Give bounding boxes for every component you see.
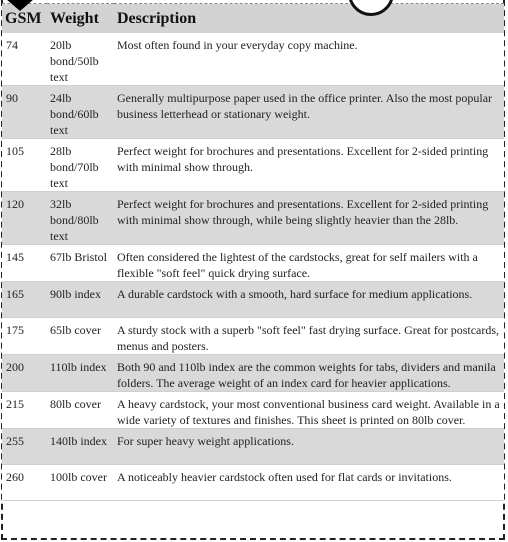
- gsm-cell: 175: [2, 318, 47, 355]
- table-row: [2, 429, 504, 465]
- gsm-cell: 255: [2, 429, 47, 465]
- table-header-row: [2, 4, 504, 34]
- table-row: [2, 33, 504, 86]
- table-row: [2, 318, 504, 355]
- table-row: [2, 282, 504, 318]
- weight-cell: 32lb bond/80lb text: [47, 192, 114, 245]
- description-cell: For super heavy weight applications.: [114, 429, 504, 465]
- gsm-cell: 200: [2, 355, 47, 392]
- weight-cell: 90lb index: [47, 282, 114, 318]
- gsm-cell: 74: [2, 33, 47, 86]
- paper-weight-table: [2, 3, 504, 501]
- weight-cell: 110lb index: [47, 355, 114, 392]
- weight-cell: 20lb bond/50lb text: [47, 33, 114, 86]
- table-row: [2, 139, 504, 192]
- gsm-cell: 90: [2, 86, 47, 139]
- triangle-marker-icon: [6, 0, 34, 11]
- weight-cell: 67lb Bristol: [47, 245, 114, 282]
- table-row: [2, 86, 504, 139]
- table-row: [2, 245, 504, 282]
- description-cell: Perfect weight for brochures and presentations. Excellent for 2-sided printing with minimal show through.: [114, 139, 504, 192]
- table-row: [2, 392, 504, 429]
- header-weight: Weight: [47, 4, 114, 34]
- table-row: [2, 465, 504, 501]
- description-cell: Generally multipurpose paper used in the office printer. Also the most popular business letterhead or stationary weight.: [114, 86, 504, 139]
- header-description: Description: [114, 4, 504, 34]
- weight-cell: 140lb index: [47, 429, 114, 465]
- table-row: [2, 192, 504, 245]
- description-cell: Most often found in your everyday copy machine.: [114, 33, 504, 86]
- weight-cell: 100lb cover: [47, 465, 114, 501]
- description-cell: A heavy cardstock, your most conventional business card weight. Available in a wide variety of textures and finishes. This sheet is printed on 80lb cover.: [114, 392, 504, 429]
- gsm-cell: 165: [2, 282, 47, 318]
- weight-cell: 65lb cover: [47, 318, 114, 355]
- description-cell: Both 90 and 110lb index are the common weights for tabs, dividers and manila folders. The average weight of an index card for heavier applications.: [114, 355, 504, 392]
- gsm-cell: 120: [2, 192, 47, 245]
- description-cell: Often considered the lightest of the cardstocks, great for self mailers with a flexible "soft feel" quick drying surface.: [114, 245, 504, 282]
- description-cell: A sturdy stock with a superb "soft feel" fast drying surface. Great for postcards, menus and posters.: [114, 318, 504, 355]
- gsm-cell: 215: [2, 392, 47, 429]
- weight-cell: 28lb bond/70lb text: [47, 139, 114, 192]
- gsm-cell: 105: [2, 139, 47, 192]
- description-cell: A noticeably heavier cardstock often used for flat cards or invitations.: [114, 465, 504, 501]
- description-cell: A durable cardstock with a smooth, hard surface for medium applications.: [114, 282, 504, 318]
- table-row: [2, 355, 504, 392]
- description-cell: Perfect weight for brochures and presentations. Excellent for 2-sided printing with minimal show through, while being slightly heavier than the 28lb.: [114, 192, 504, 245]
- gsm-cell: 145: [2, 245, 47, 282]
- gsm-cell: 260: [2, 465, 47, 501]
- header-gsm: GSM: [2, 4, 47, 34]
- weight-cell: 24lb bond/60lb text: [47, 86, 114, 139]
- weight-cell: 80lb cover: [47, 392, 114, 429]
